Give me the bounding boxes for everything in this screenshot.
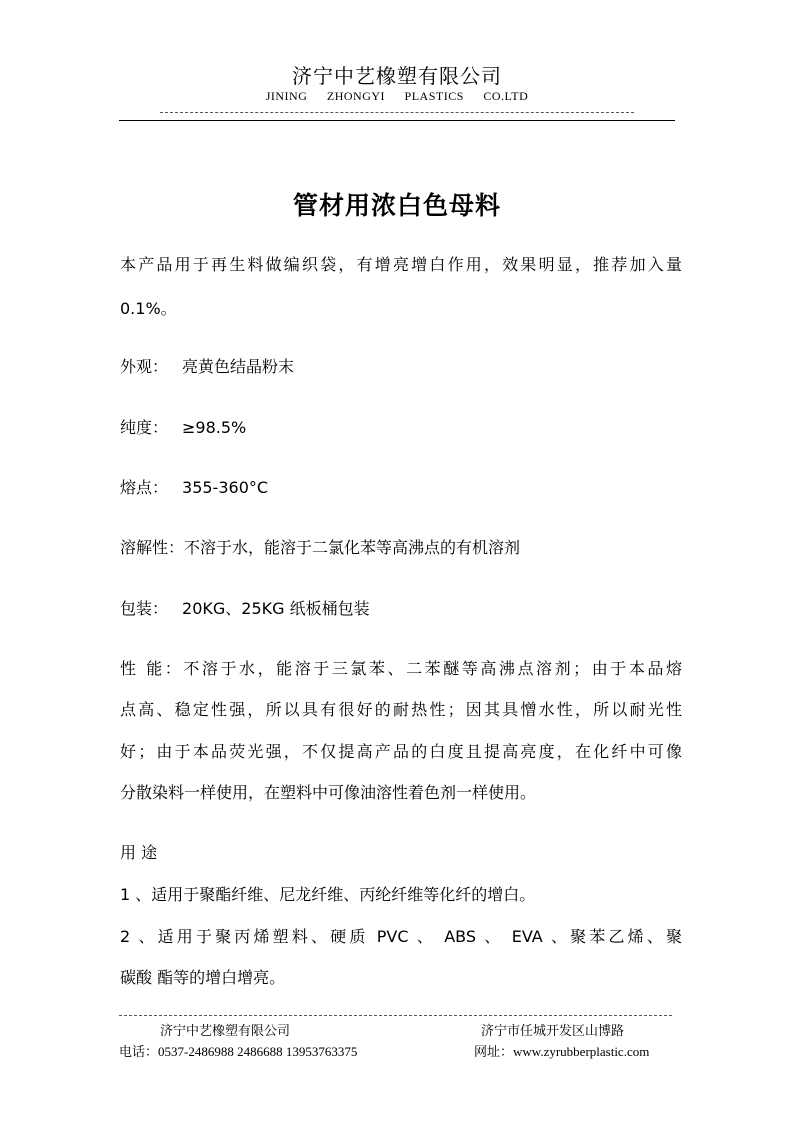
spec-appearance-label: 外观： xyxy=(120,357,169,376)
spec-appearance-value: 亮黄色结晶粉末 xyxy=(182,357,295,376)
spec-packaging-label: 包装： xyxy=(120,599,169,618)
spec-melting-point xyxy=(120,475,268,498)
header-company-en: JINING ZHONGYI PLASTICS CO.LTD xyxy=(265,89,529,103)
footer-dashed-rule xyxy=(119,1015,672,1016)
spec-packaging xyxy=(120,596,370,619)
spec-packaging-value: 20KG、25KG 纸板桶包装 xyxy=(182,599,370,618)
intro-line-2: 0.1%。 xyxy=(120,299,177,318)
performance-line-3: 好；由于本品荧光强，不仅提高产品的白度且提高亮度，在化纤中可像 xyxy=(120,742,682,761)
spec-appearance xyxy=(120,354,294,377)
header-company-cn: 济宁中艺橡塑有限公司 xyxy=(292,64,502,88)
performance-line-1: 性 能：不溶于水，能溶于三氯苯、二苯醚等高沸点溶剂；由于本品熔 xyxy=(120,659,682,678)
usage-item-1: 1 、适用于聚酯纤维、尼龙纤维、丙纶纤维等化纤的增白。 xyxy=(120,885,536,904)
usage-item-2-line-2: 碳酸 酯等的增白增亮。 xyxy=(120,968,286,987)
spec-solubility-label: 溶解性： xyxy=(120,538,185,557)
usage-heading: 用 途 xyxy=(120,843,158,862)
header-dashed-rule xyxy=(160,112,634,113)
spec-solubility xyxy=(120,535,520,558)
spec-purity xyxy=(120,415,246,438)
intro-line-1: 本产品用于再生料做编织袋，有增亮增白作用，效果明显，推荐加入量 xyxy=(120,255,682,274)
spec-melting-value: 355-360°C xyxy=(182,478,269,497)
footer-address: 济宁市任城开发区山博路 xyxy=(481,1024,625,1039)
spec-purity-label: 纯度： xyxy=(120,418,169,437)
footer-company: 济宁中艺橡塑有限公司 xyxy=(160,1024,291,1039)
usage-item-2-line-1: 2 、适用于聚丙烯塑料、硬质 PVC 、 ABS 、 EVA 、聚苯乙烯、聚 xyxy=(120,927,682,946)
spec-purity-value: ≥98.5% xyxy=(182,418,247,437)
header-rule xyxy=(119,120,675,121)
spec-solubility-value: 不溶于水，能溶于二氯化苯等高沸点的有机溶剂 xyxy=(184,538,521,557)
spec-melting-label: 熔点： xyxy=(120,478,169,497)
footer-website: 网址：www.zyrubberplastic.com xyxy=(474,1044,650,1059)
performance-line-2: 点高、稳定性强，所以具有很好的耐热性；因其具憎水性，所以耐光性 xyxy=(120,700,682,719)
document-title: 管材用浓白色母料 xyxy=(292,191,501,220)
performance-line-4: 分散染料一样使用，在塑料中可像油溶性着色剂一样使用。 xyxy=(120,783,537,802)
footer-phone: 电话：0537-2486988 2486688 13953763375 xyxy=(119,1044,358,1059)
